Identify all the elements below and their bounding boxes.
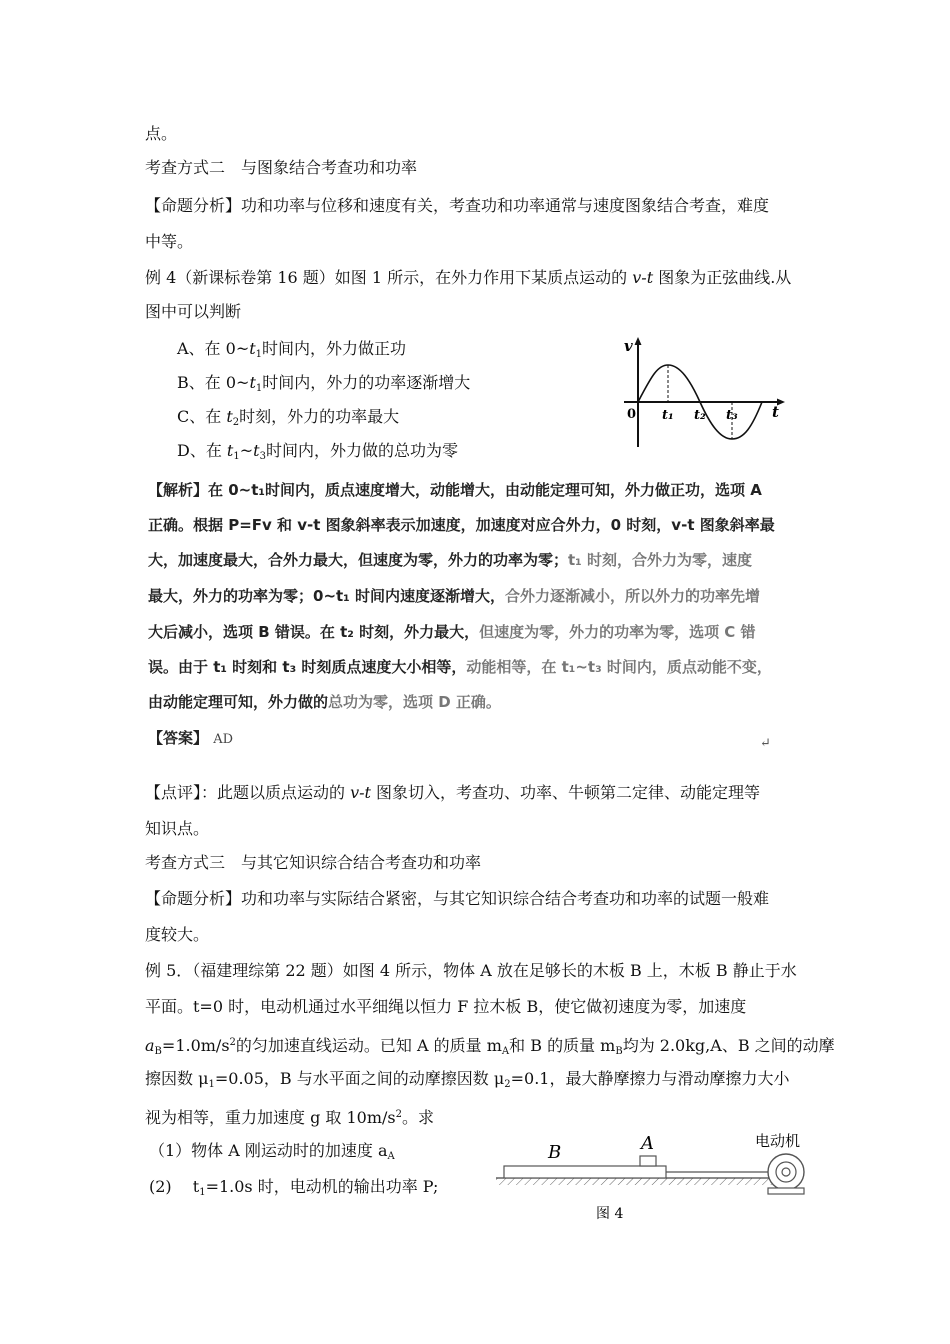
text-line: 点。 bbox=[145, 124, 178, 143]
figure-caption: 图 4 bbox=[596, 1206, 624, 1222]
vt-sine-graph bbox=[618, 335, 793, 453]
option-c: C、在 $t_2$时刻，外力的功率最大 bbox=[177, 407, 400, 428]
motor-base bbox=[768, 1188, 804, 1194]
solution-line: 大后减小，选项 B 错误。在 t₂ 时刻，外力最大，但速度为零，外力的功率为零，选项 C 错 bbox=[148, 623, 756, 641]
question-1: （1）物体 A 刚运动时的加速度 $a_A$ bbox=[149, 1141, 395, 1162]
text-line: 中等。 bbox=[145, 232, 194, 251]
text-line: 知识点。 bbox=[145, 819, 210, 838]
text-line: 视为相等，重力加速度 g 取 $10m/s^2$。求 bbox=[145, 1108, 435, 1127]
motor-label: 电动机 bbox=[755, 1132, 801, 1150]
text-line: $a_B=1.0m/s^2$的匀加速直线运动。已知 A 的质量 $m_A$和 B 的质量 $m_B$均为 2.0kg,A、B 之间的动摩 bbox=[145, 1036, 835, 1057]
example-4-line: 例 4（新课标卷第 16 题）如图 1 所示，在外力作用下某质点运动的 v-t 图象为正弦曲线.从 bbox=[145, 268, 792, 287]
t2-label: t₂ bbox=[694, 408, 706, 423]
section-heading: 考查方式二 与图象结合考查功和功率 bbox=[145, 158, 418, 177]
origin-label: 0 bbox=[627, 407, 637, 422]
t1-label: t₁ bbox=[662, 408, 674, 423]
solution-line: 误。由于 t₁ 时刻和 t₃ 时刻质点速度大小相等，动能相等，在 t₁~t₃ 时间内，质点动能不变， bbox=[148, 658, 772, 676]
text-line: 【命题分析】功和功率与位移和速度有关，考查功和功率通常与速度图象结合考查，难度 bbox=[145, 196, 770, 215]
solution-line: 【解析】在 0~t₁时间内，质点速度增大，动能增大，由动能定理可知，外力做正功，选项 A bbox=[148, 481, 762, 499]
text-line: 图中可以判断 bbox=[145, 302, 242, 321]
label-b: B bbox=[548, 1142, 562, 1163]
block-a bbox=[640, 1156, 656, 1166]
t-axis-label: t bbox=[772, 403, 779, 421]
section-heading: 考查方式三 与其它知识综合结合考查功和功率 bbox=[145, 853, 482, 872]
figure-4-diagram bbox=[490, 1126, 820, 1226]
board-b bbox=[504, 1166, 666, 1178]
example-5-line: 例 5．（福建理综第 22 题）如图 4 所示，物体 A 放在足够长的木板 B 上，木板 B 静止于水 bbox=[145, 961, 797, 980]
solution-line: 正确。根据 P=Fv 和 v-t 图象斜率表示加速度，加速度对应合外力，0 时刻，v-t 图象斜率最 bbox=[148, 516, 775, 534]
solution-line: 大，加速度最大，合外力最大，但速度为零，外力的功率为零；t₁ 时刻，合外力为零，速度 bbox=[148, 551, 752, 569]
ground-hatching bbox=[496, 1178, 802, 1185]
return-mark: ↵ bbox=[760, 736, 771, 751]
solution-line: 最大，外力的功率为零；0~t₁ 时间内速度逐渐增大，合外力逐渐减小，所以外力的功率先增 bbox=[148, 587, 760, 605]
t3-label: t₃ bbox=[726, 408, 738, 423]
v-axis-label: v bbox=[624, 337, 633, 355]
text-line: 【命题分析】功和功率与实际结合紧密，与其它知识综合结合考查功和功率的试题一般难 bbox=[145, 889, 770, 908]
option-a: A、在 $0\sim t_1$时间内，外力做正功 bbox=[177, 339, 407, 360]
option-d: D、在 $t_1\sim t_3$时间内，外力做的总功为零 bbox=[177, 441, 458, 462]
comment-line: 【点评】：此题以质点运动的 v-t 图象切入，考查功、功率、牛顿第二定律、动能定理等 bbox=[145, 783, 761, 802]
answer-line: 【答案】 AD bbox=[148, 729, 234, 747]
v-axis-arrow bbox=[635, 337, 642, 345]
text-line: 平面。t=0 时，电动机通过水平细绳以恒力 F 拉木板 B，使它做初速度为零，加速度 bbox=[145, 997, 747, 1016]
text-line: 度较大。 bbox=[145, 925, 210, 944]
option-b: B、在 $0\sim t_1$时间内，外力的功率逐渐增大 bbox=[177, 373, 471, 394]
motor-outer bbox=[768, 1154, 804, 1190]
question-2: (2) $t_1=1.0s$ 时，电动机的输出功率 P; bbox=[149, 1177, 439, 1198]
label-a: A bbox=[641, 1133, 654, 1154]
text-line: 擦因数 $\mu_1=0.05$，B 与水平面之间的动摩擦因数 $\mu_2=0.1$，最大静摩擦力与滑动摩擦力大小 bbox=[145, 1069, 790, 1090]
solution-line: 由动能定理可知，外力做的总功为零，选项 D 正确。 bbox=[148, 693, 501, 711]
